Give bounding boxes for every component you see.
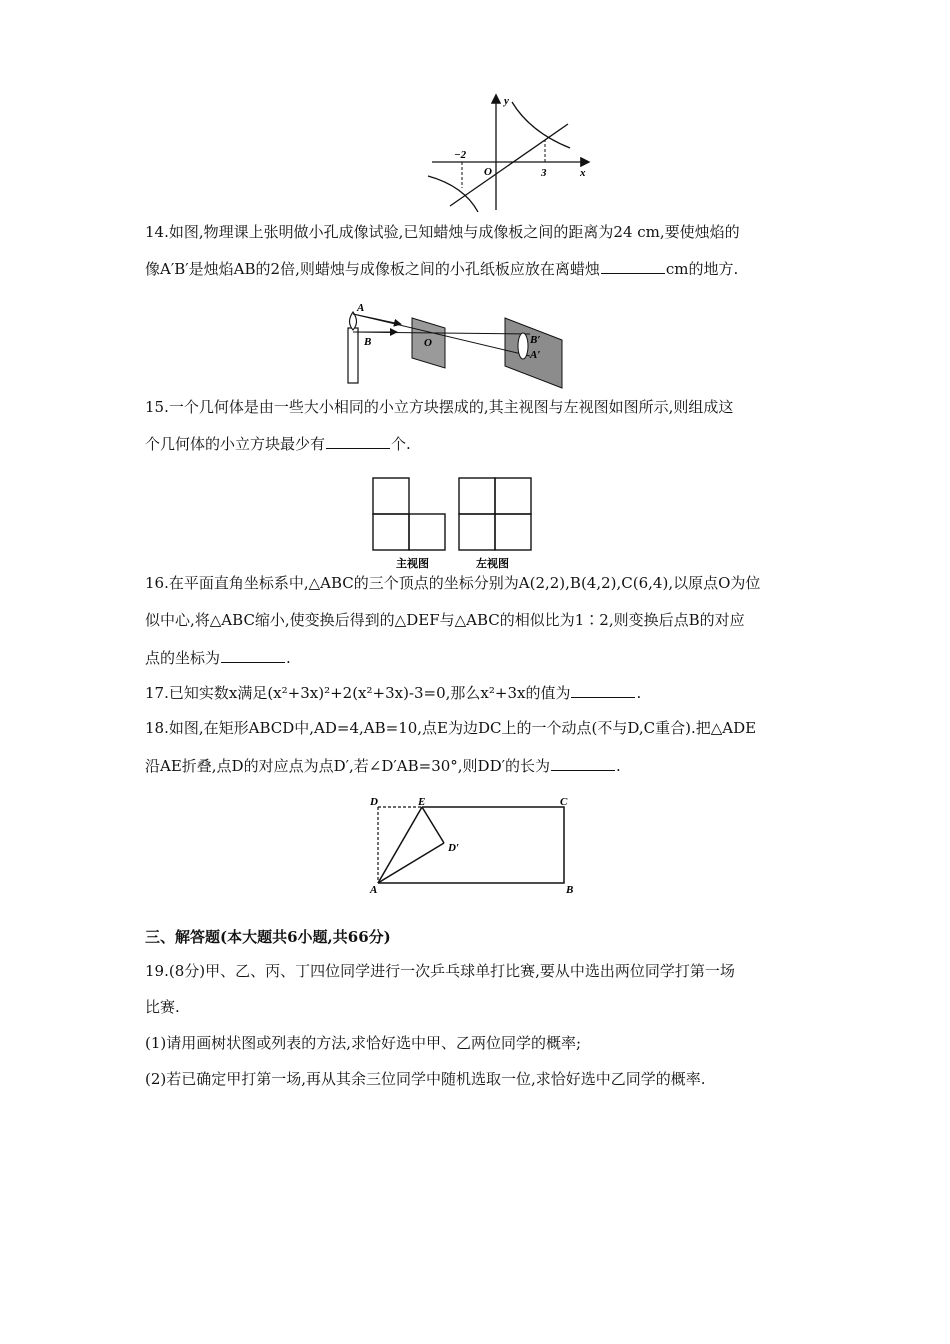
tick-label-3: 3 <box>541 167 547 179</box>
front-view-grid <box>373 478 445 550</box>
q15-views-figure <box>370 475 535 571</box>
arrow-a <box>353 314 400 324</box>
q18-line-2: 沿AE折叠,点D的对应点为点D′,若∠D′AB=30°,则DD′的长为 . <box>145 757 621 775</box>
left-view-grid <box>459 478 531 550</box>
front-view-label: 主视图 <box>396 558 429 570</box>
q13-graph-figure <box>420 90 600 215</box>
section-3-heading: 三、解答题(本大题共6小题,共66分) <box>145 928 391 946</box>
segment-AE <box>378 807 422 883</box>
q14-line-1: 14.如图,物理课上张明做小孔成像试验,已知蜡烛与成像板之间的距离为24 cm,要使烛焰的 <box>145 223 740 241</box>
label-D: D <box>370 796 378 808</box>
label-A: A <box>357 302 365 314</box>
inverted-flame <box>518 333 528 359</box>
label-O: O <box>424 337 432 349</box>
label-E: E <box>418 796 426 808</box>
q19-part-1: (1)请用画树状图或列表的方法,求恰好选中甲、乙两位同学的概率; <box>145 1034 582 1052</box>
label-B-prime: B′ <box>530 334 541 346</box>
label-C: C <box>560 796 568 808</box>
label-A-prime: A′ <box>530 349 541 361</box>
q17-answer-blank[interactable] <box>571 682 635 698</box>
q14-answer-blank[interactable] <box>601 258 665 274</box>
y-axis-label: y <box>504 95 509 107</box>
q14-line-2: 像A′B′是烛焰AB的2倍,则蜡烛与成像板之间的小孔纸板应放在离蜡烛 cm的地方. <box>145 260 739 278</box>
q18-rectangle-figure <box>364 793 584 897</box>
q15-answer-blank[interactable] <box>326 433 390 449</box>
q16-line-1: 16.在平面直角坐标系中,△ABC的三个顶点的坐标分别为A(2,2),B(4,2),C(6,4),以原点O为位 <box>145 574 761 592</box>
q16-line-3: 点的坐标为 . <box>145 649 291 667</box>
x-axis-label: x <box>580 167 586 179</box>
q17-line: 17.已知实数x满足(x²+3x)²+2(x²+3x)-3=0,那么x²+3x的值为 . <box>145 684 642 702</box>
origin-label: O <box>484 166 492 178</box>
candle <box>348 328 358 383</box>
label-D-prime: D′ <box>448 842 460 854</box>
label-B: B <box>566 884 574 896</box>
q19-line-1: 19.(8分)甲、乙、丙、丁四位同学进行一次乒乓球单打比赛,要从中选出两位同学打第一场 <box>145 962 735 980</box>
linear-function-line <box>450 124 568 206</box>
q19-line-2: 比赛. <box>145 998 180 1016</box>
left-view-label: 左视图 <box>476 558 509 570</box>
q14-pinhole-figure <box>340 298 570 390</box>
hyperbola-branch-lower <box>428 176 478 212</box>
segment-AD-prime <box>378 843 444 883</box>
segment-ED-prime <box>422 807 444 843</box>
q15-line-2: 个几何体的小立方块最少有 个. <box>145 435 411 453</box>
label-A: A <box>370 884 378 896</box>
label-B: B <box>364 336 372 348</box>
q19-part-2: (2)若已确定甲打第一场,再从其余三位同学中随机选取一位,求恰好选中乙同学的概率. <box>145 1070 706 1088</box>
tick-label-neg2: −2 <box>454 149 467 161</box>
q15-line-1: 15.一个几何体是由一些大小相同的小立方块摆成的,其主视图与左视图如图所示,则组成这 <box>145 398 734 416</box>
q18-answer-blank[interactable] <box>551 755 615 771</box>
q16-line-2: 似中心,将△ABC缩小,使变换后得到的△DEF与△ABC的相似比为1∶2,则变换后点B的对应 <box>145 611 745 629</box>
hyperbola-branch-upper <box>512 102 570 148</box>
rectangle-EC-CB-BA <box>378 807 564 883</box>
q16-answer-blank[interactable] <box>221 647 285 663</box>
q18-line-1: 18.如图,在矩形ABCD中,AD=4,AB=10,点E为边DC上的一个动点(不与D,C重合).把△ADE <box>145 719 757 737</box>
